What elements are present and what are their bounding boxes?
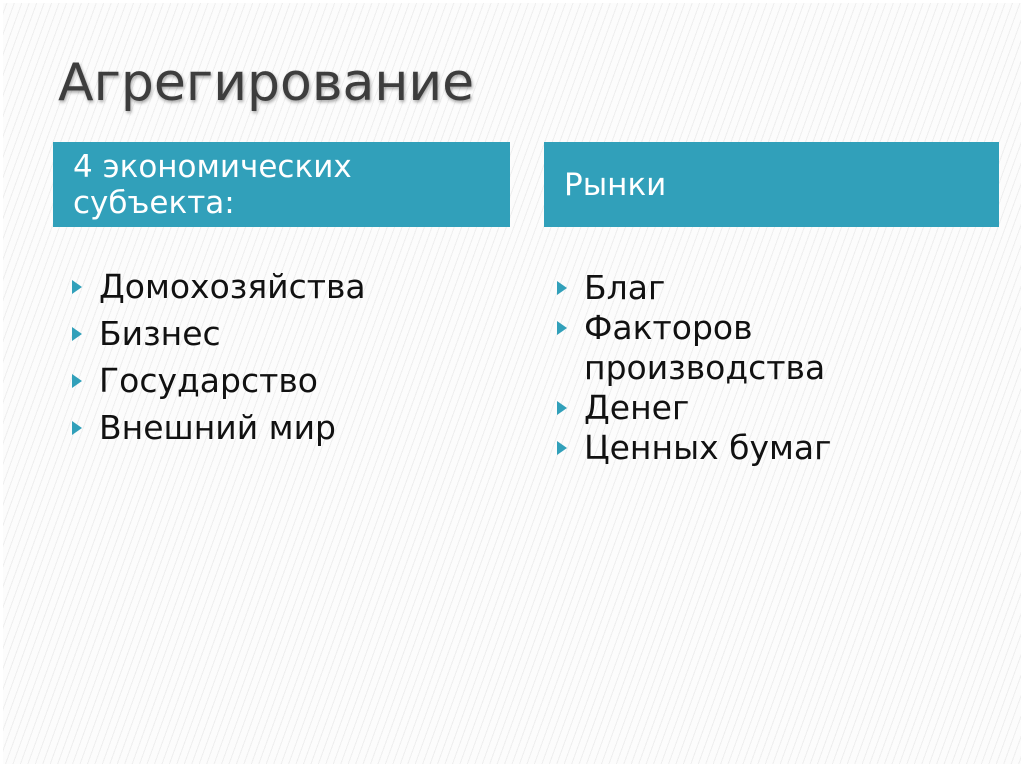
list-item [72, 357, 492, 404]
bullet-triangle-icon [72, 421, 82, 435]
bullet-triangle-icon [557, 401, 567, 415]
left-header-label: 4 экономических субъекта: [73, 148, 352, 221]
bullet-triangle-icon [557, 321, 567, 335]
right-header-label: Рынки [564, 166, 667, 203]
list-item-text: Ценных бумаг [584, 428, 832, 467]
list-item-text: Факторов производства [584, 308, 826, 387]
list-item [72, 404, 492, 451]
left-list [72, 263, 492, 451]
list-item [557, 268, 857, 308]
left-header-box [53, 142, 510, 227]
bullet-triangle-icon [72, 280, 82, 294]
right-header-box [544, 142, 999, 227]
list-item [557, 388, 857, 428]
list-item [72, 263, 492, 310]
list-item-text: Внешний мир [99, 408, 336, 447]
right-list [557, 268, 857, 468]
bullet-triangle-icon [557, 281, 567, 295]
list-item-text: Государство [99, 361, 318, 400]
bullet-triangle-icon [72, 374, 82, 388]
bullet-triangle-icon [557, 441, 567, 455]
list-item [557, 428, 857, 468]
list-item-text: Благ [584, 268, 666, 307]
list-item-text: Домохозяйства [99, 267, 366, 306]
list-item [557, 308, 857, 388]
list-item-text: Бизнес [99, 314, 221, 353]
list-item [72, 310, 492, 357]
slide-title: Агрегирование [58, 53, 475, 113]
list-item-text: Денег [584, 388, 690, 427]
bullet-triangle-icon [72, 327, 82, 341]
